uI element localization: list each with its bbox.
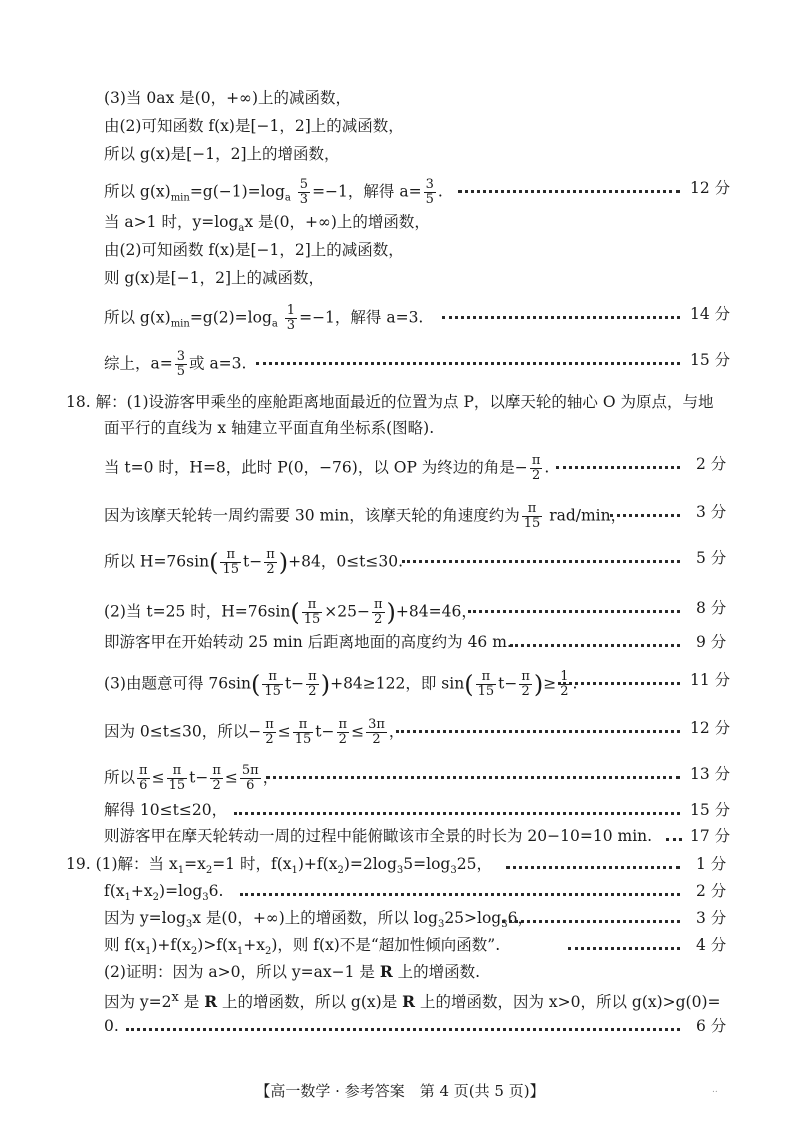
dot-leader xyxy=(442,316,680,319)
text-line: 所以 $\frac{\pi}{6}$ ≤ $\frac{\pi}{15}$ t− $\frac{\pi}{2}$ ≤ $\frac{5\pi}{6}$ ， xyxy=(104,763,279,793)
dot-leader xyxy=(568,947,680,950)
score-label: 12 分 xyxy=(690,719,731,737)
dot-leader xyxy=(502,920,680,923)
score-label: 17 分 xyxy=(690,827,731,845)
text-line: 则 g(x)是[−1，2]上的减函数， xyxy=(104,269,324,287)
text-line: 则 $f(x_1)+f(x_2)>f(x_1+x_2)$，则 f(x)不是“超加性倾向函数”. xyxy=(104,936,501,958)
score-label: 12 分 xyxy=(690,179,731,197)
corner-mark: .. xyxy=(712,1085,718,1095)
score-label: 15 分 xyxy=(690,351,731,369)
score-label: 11 分 xyxy=(690,671,731,689)
dot-leader xyxy=(506,866,680,869)
dot-leader xyxy=(558,682,680,685)
dot-leader xyxy=(510,644,680,647)
score-label: 9 分 xyxy=(696,633,727,651)
dot-leader xyxy=(240,893,680,896)
score-label: 15 分 xyxy=(690,801,731,819)
score-label: 1 分 xyxy=(696,855,727,873)
text-line: 由(2)可知函数 f(x)是[−1，2]上的减函数， xyxy=(104,241,404,259)
score-label: 14 分 xyxy=(690,305,731,323)
score-label: 2 分 xyxy=(696,882,727,900)
dot-leader xyxy=(256,362,680,365)
text-line: (2)证明：因为 a>0，所以 y=ax−1 是 R 上的增函数. xyxy=(104,962,481,981)
score-label: 5 分 xyxy=(696,549,727,567)
score-label: 2 分 xyxy=(696,455,727,473)
text-line: 当 a>1 时，$y=\log_ax$ 是(0，+∞)上的增函数， xyxy=(104,213,430,235)
text-line: 因为 0≤t≤30，所以− $\frac{\pi}{2}$ ≤ $\frac{\pi}{15}$ t− $\frac{\pi}{2}$ ≤ $\frac{3\pi}{2}$ ， xyxy=(104,717,405,747)
text-line: 当 t=0 时，H=8，此时 P(0，−76)，以 OP 为终边的角是− $\frac{\pi}{2}$ . xyxy=(104,453,550,483)
text-line: 即游客甲在开始转动 25 min 后距离地面的高度约为 46 m. xyxy=(104,633,512,651)
text-line: 由(2)可知函数 f(x)是[−1，2]上的减函数， xyxy=(104,117,404,135)
dot-leader xyxy=(126,1028,680,1031)
text-line: (2)当 t=25 时，H=76sin( $\frac{\pi}{15}$ ×25− $\frac{\pi}{2}$ )+84=46， xyxy=(104,597,477,627)
dot-leader xyxy=(468,610,680,613)
score-label: 13 分 xyxy=(690,765,731,783)
text-line: 0. xyxy=(104,1017,119,1035)
dot-leader xyxy=(556,466,680,469)
text-line: 解得 10≤t≤20， xyxy=(104,801,228,819)
score-label: 6 分 xyxy=(696,1017,727,1035)
score-label: 3 分 xyxy=(696,503,727,521)
dot-leader xyxy=(666,838,682,841)
dot-leader xyxy=(266,776,680,779)
text-line: $f(x_1+x_2)=\log_36$. xyxy=(104,882,224,904)
text-line: 18. 解：(1)设游客甲乘坐的座舱距离地面最近的位置为点 P，以摩天轮的轴心 O 为原点，与地 xyxy=(66,393,714,411)
dot-leader xyxy=(234,812,680,815)
page-footer: 【高一数学 · 参考答案 第 4 页(共 5 页)】 xyxy=(255,1082,545,1100)
text-line: 因为 $y=2^x$ 是 R 上的增函数，所以 g(x)是 R 上的增函数，因为 x>0，所以 g(x)>g(0)= xyxy=(104,990,721,1012)
text-line: 面平行的直线为 x 轴建立平面直角坐标系(图略). xyxy=(104,419,435,437)
text-line: 综上，a= $\frac{3}{5}$ 或 a=3. xyxy=(104,349,247,379)
text-line: (3)由题意可得 76sin( $\frac{\pi}{15}$ t− $\frac{\pi}{2}$ )+84≥122，即 sin( $\frac{\pi}{15}$ t− $\frac{\pi}{2}$ )≥ $\frac{1}{2}$ . xyxy=(104,669,578,699)
text-line: 因为 $y=\log_3x$ 是(0，+∞)上的增函数，所以 $\log_325>\log_36$， xyxy=(104,909,533,931)
dot-leader xyxy=(396,730,680,733)
text-line: 所以 $g(x)_{min}=g(2)=\log_a$ $\frac{1}{3}$ =−1，解得 a=3. xyxy=(104,303,424,333)
score-label: 3 分 xyxy=(696,909,727,927)
score-label: 8 分 xyxy=(696,599,727,617)
text-line: 因为该摩天轮转一周约需要 30 min，该摩天轮的角速度约为 $\frac{\pi}{15}$ rad/min， xyxy=(104,501,627,531)
dot-leader xyxy=(610,514,680,517)
text-line: 所以 H=76sin( $\frac{\pi}{15}$ t− $\frac{\pi}{2}$ )+84，0≤t≤30. xyxy=(104,547,404,577)
dot-leader xyxy=(402,560,680,563)
text-line: 则游客甲在摩天轮转动一周的过程中能俯瞰该市全景的时长为 20−10=10 min. xyxy=(104,827,653,845)
score-label: 4 分 xyxy=(696,936,727,954)
dot-leader xyxy=(458,190,680,193)
text-line: (3)当 0ax 是(0，+∞)上的减函数， xyxy=(104,89,352,107)
text-line: 所以 $g(x)_{min}=g(-1)=\log_a$ $\frac{5}{3}$ =−1，解得 a= $\frac{3}{5}$ . xyxy=(104,177,443,207)
text-line: 19. (1)解：当 $x_1=x_2=1$ 时，$f(x_1)+f(x_2)=2\log_35=\log_325$， xyxy=(66,855,492,877)
text-line: 所以 g(x)是[−1，2]上的增函数， xyxy=(104,145,340,163)
